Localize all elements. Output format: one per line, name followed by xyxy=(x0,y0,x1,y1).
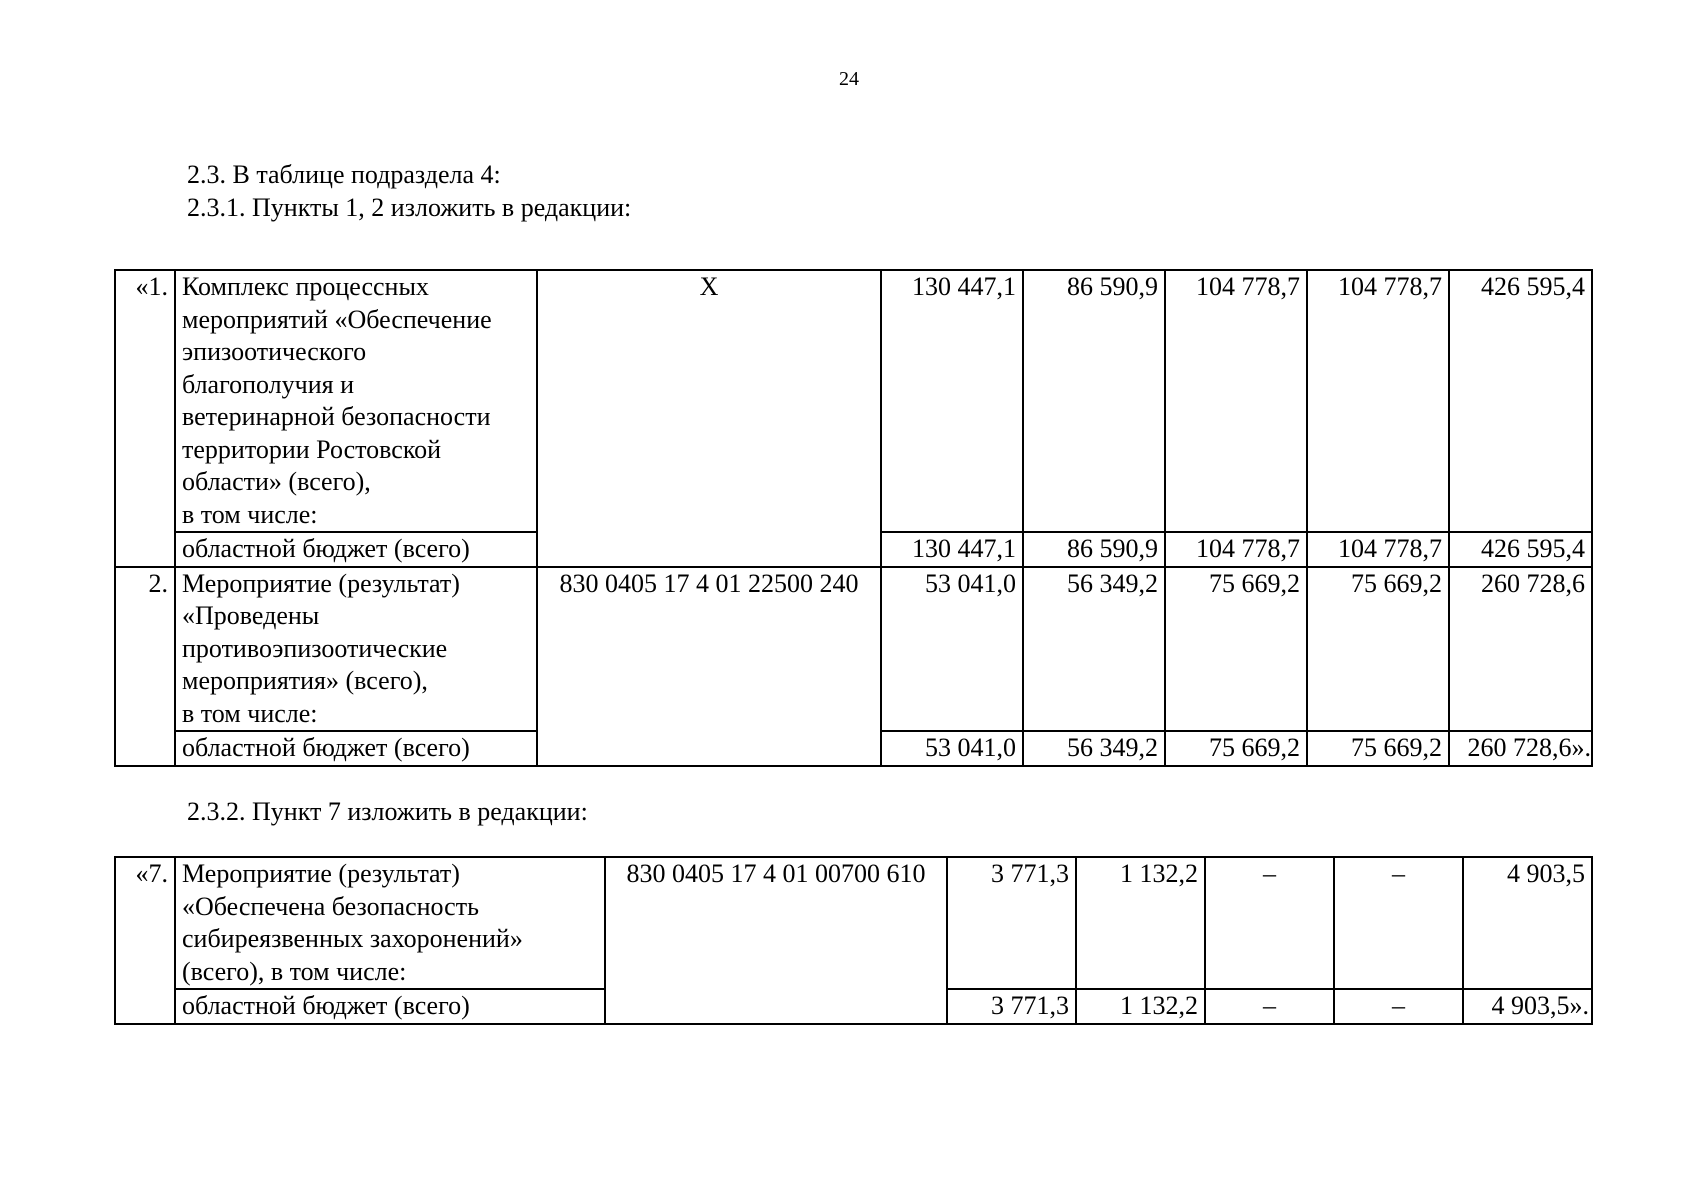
value-cell: 104 778,7 xyxy=(1165,532,1307,567)
value-cell: 4 903,5 xyxy=(1463,857,1592,989)
value-cell: 130 447,1 xyxy=(881,532,1023,567)
table-row xyxy=(115,567,1592,732)
row-name-line: «Проведены xyxy=(182,601,320,630)
value-cell: 104 778,7 xyxy=(1307,532,1449,567)
row-name-line: мероприятия» (всего), xyxy=(182,666,428,695)
value-cell: 53 041,0 xyxy=(881,567,1023,732)
value-cell: 104 778,7 xyxy=(1165,270,1307,532)
budget-table-1 xyxy=(114,269,1593,767)
value-cell: 75 669,2 xyxy=(1165,567,1307,732)
subsection-1-heading: 2.3.1. Пункты 1, 2 изложить в редакции: xyxy=(187,193,632,222)
budget-table-2 xyxy=(114,856,1593,1025)
row-index: «1. xyxy=(115,270,175,567)
row-name xyxy=(175,567,537,732)
value-cell: 4 903,5». xyxy=(1463,989,1592,1024)
row-name-line: территории Ростовской xyxy=(182,434,442,464)
value-cell: – xyxy=(1334,989,1463,1024)
value-cell: 1 132,2 xyxy=(1076,989,1205,1024)
row-name-line: в том числе: xyxy=(182,698,318,728)
row-name-line: в том числе: xyxy=(182,499,318,529)
subsection-2-heading: 2.3.2. Пункт 7 изложить в редакции: xyxy=(187,797,588,826)
value-cell: 260 728,6 xyxy=(1449,567,1592,732)
row-index: 2. xyxy=(115,567,175,766)
row-name-line: Мероприятие (результат) xyxy=(182,859,460,888)
value-cell: 104 778,7 xyxy=(1307,270,1449,532)
row-name-line: области» (всего), xyxy=(182,467,371,496)
sub-row-name: областной бюджет (всего) xyxy=(175,532,537,567)
value-cell: 3 771,3 xyxy=(947,857,1076,989)
value-cell: – xyxy=(1205,989,1334,1024)
row-name xyxy=(175,857,605,989)
table-row xyxy=(115,857,1592,989)
row-name-line: Комплекс процессных xyxy=(182,272,429,301)
sub-row-name: областной бюджет (всего) xyxy=(175,731,537,766)
row-name-line: противоэпизоотические xyxy=(182,633,448,663)
value-cell: 86 590,9 xyxy=(1023,270,1165,532)
table-row xyxy=(115,270,1592,532)
value-cell: 426 595,4 xyxy=(1449,270,1592,532)
row-name-line: ветеринарной безопасности xyxy=(182,402,491,431)
value-cell: 1 132,2 xyxy=(1076,857,1205,989)
value-cell: 75 669,2 xyxy=(1307,731,1449,766)
section-heading: 2.3. В таблице подраздела 4: xyxy=(187,160,501,189)
value-cell: 56 349,2 xyxy=(1023,567,1165,732)
row-name-line: сибиреязвенных захоронений» xyxy=(182,924,523,953)
value-cell: 56 349,2 xyxy=(1023,731,1165,766)
value-cell: 75 669,2 xyxy=(1165,731,1307,766)
row-name-line: эпизоотического xyxy=(182,337,367,366)
row-name xyxy=(175,270,537,532)
row-index: «7. xyxy=(115,857,175,1024)
value-cell: 3 771,3 xyxy=(947,989,1076,1024)
value-cell: – xyxy=(1334,857,1463,989)
row-name-line: благополучия и xyxy=(182,369,355,399)
budget-code: 830 0405 17 4 01 00700 610 xyxy=(605,857,947,1024)
value-cell: 86 590,9 xyxy=(1023,532,1165,567)
value-cell: – xyxy=(1205,857,1334,989)
value-cell: 260 728,6». xyxy=(1449,731,1592,766)
value-cell: 53 041,0 xyxy=(881,731,1023,766)
row-name-line: мероприятий «Обеспечение xyxy=(182,304,492,334)
sub-row-name: областной бюджет (всего) xyxy=(175,989,605,1024)
value-cell: 75 669,2 xyxy=(1307,567,1449,732)
budget-code: 830 0405 17 4 01 22500 240 xyxy=(537,567,881,766)
row-name-line: (всего), в том числе: xyxy=(182,956,407,986)
value-cell: 426 595,4 xyxy=(1449,532,1592,567)
value-cell: 130 447,1 xyxy=(881,270,1023,532)
row-name-line: «Обеспечена безопасность xyxy=(182,891,479,921)
row-name-line: Мероприятие (результат) xyxy=(182,568,460,598)
budget-code: Х xyxy=(537,270,881,567)
page-number: 24 xyxy=(839,68,859,90)
